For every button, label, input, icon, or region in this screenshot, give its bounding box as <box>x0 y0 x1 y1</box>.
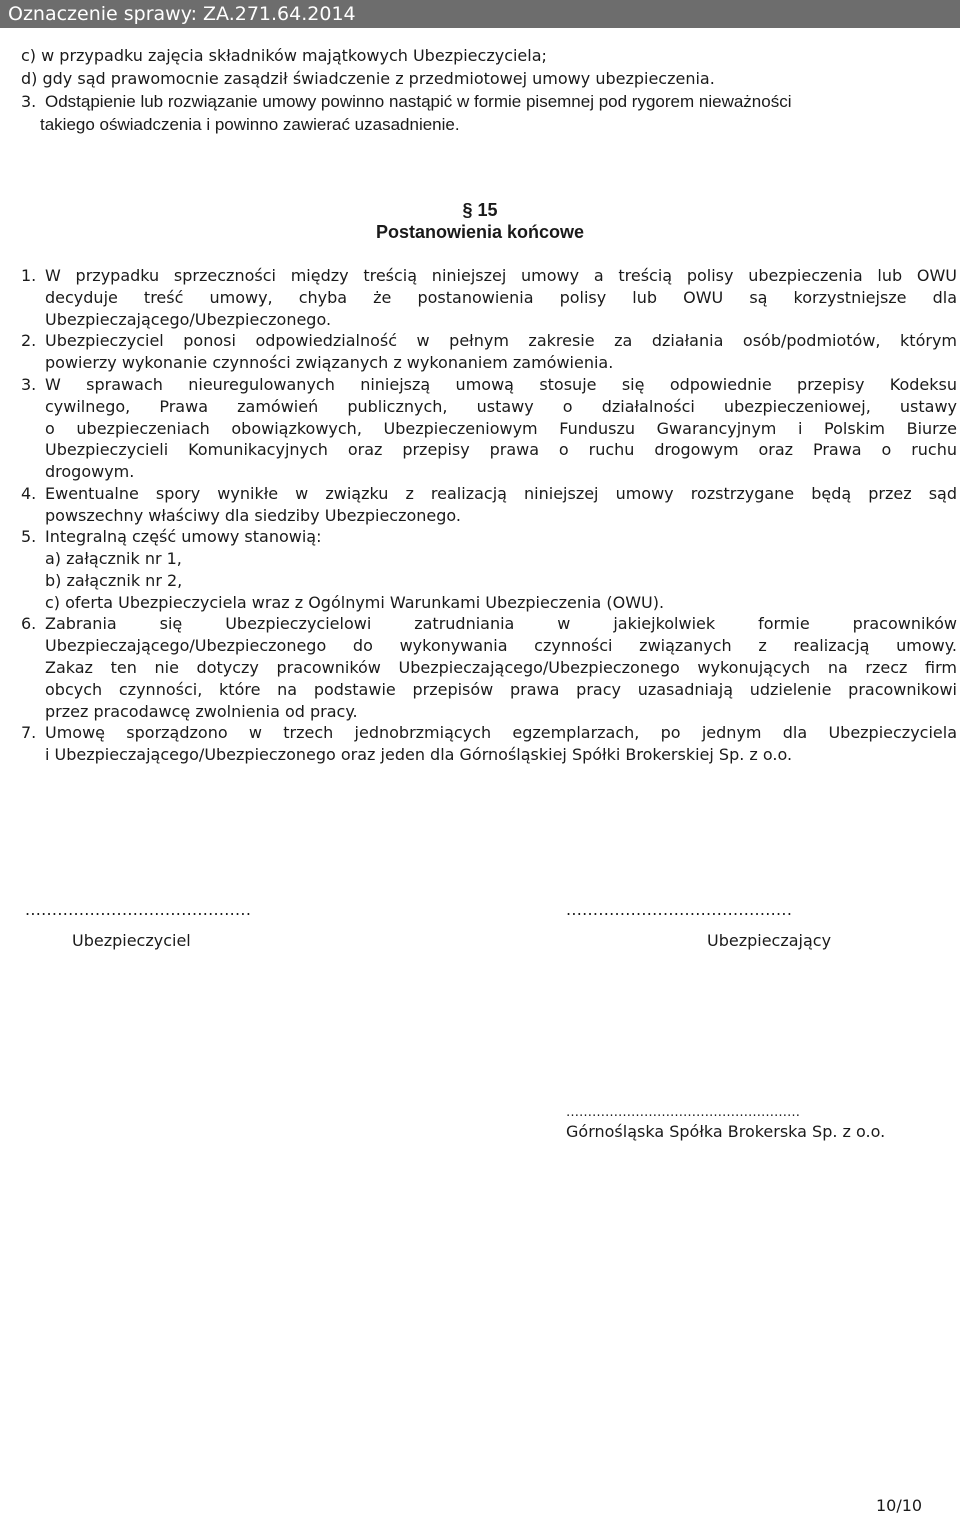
list-item-c: c) oferta Ubezpieczyciela wraz z Ogólnymi Warunkami Ubezpieczenia (OWU). <box>45 593 665 612</box>
paragraph-line: obcych czynności, które na podstawie przepisów prawa pracy uzasadniają udzielenie pracownikowi <box>45 680 957 699</box>
paragraph-line: drogowym. <box>45 462 135 481</box>
paragraph-line: powierzy wykonanie czynności związanych z wykonaniem zamówienia. <box>45 353 614 372</box>
paragraph-line: W sprawach nieuregulowanych niniejszą umową stosuje się odpowiednie przepisy Kodeksu <box>45 375 957 394</box>
paragraph-line: Zakaz ten nie dotyczy pracowników Ubezpieczającego/Ubezpieczonego wykonujących na rzecz firm <box>45 658 957 677</box>
item-number: 6. <box>21 614 37 633</box>
item-number: 3. <box>21 92 37 111</box>
list-item-a: a) załącznik nr 1, <box>45 549 182 568</box>
paragraph-line: Ubezpieczycieli Komunikacyjnych oraz przepisy prawa o ruchu drogowym oraz Prawa o ruchu <box>45 440 957 459</box>
item-number: 3. <box>21 375 37 394</box>
item-number: 7. <box>21 723 37 742</box>
signature-label-broker: Górnośląska Spółka Brokerska Sp. z o.o. <box>566 1122 886 1141</box>
paragraph-line: decyduje treść umowy, chyba że postanowienia polisy lub OWU są korzystniejsze dla <box>45 288 957 307</box>
signature-line-insurer: .......................................... <box>25 900 252 919</box>
item-number: 1. <box>21 266 37 285</box>
list-item-c: c) w przypadku zajęcia składników majątkowych Ubezpieczyciela; <box>21 46 547 65</box>
paragraph-line: przez pracodawcę zwolnienia od pracy. <box>45 702 358 721</box>
paragraph-line: takiego oświadczenia i powinno zawierać uzasadnienie. <box>40 115 460 134</box>
paragraph-line: o ubezpieczeniach obowiązkowych, Ubezpieczeniowym Funduszu Gwarancyjnym i Polskim Biurze <box>45 419 957 438</box>
paragraph-line: Ewentualne spory wynikłe w związku z realizacją niniejszej umowy rozstrzygane będą przez sąd <box>45 484 957 503</box>
paragraph-line: i Ubezpieczającego/Ubezpieczonego oraz jeden dla Górnośląskiej Spółki Brokerskiej Sp. z o.o. <box>45 745 793 764</box>
paragraph-line: Odstąpienie lub rozwiązanie umowy powinno nastąpić w formie pisemnej pod rygorem nieważności <box>45 92 792 111</box>
signature-line-broker: ……………………………………………… <box>566 1105 800 1120</box>
paragraph-line: Ubezpieczającego/Ubezpieczonego. <box>45 310 332 329</box>
paragraph-line: cywilnego, Prawa zamówień publicznych, ustawy o działalności ubezpieczeniowej, ustawy <box>45 397 957 416</box>
paragraph-line: powszechny właściwy dla siedziby Ubezpieczonego. <box>45 506 461 525</box>
paragraph-line: W przypadku sprzeczności między treścią niniejszej umowy a treścią polisy ubezpieczenia lub OWU <box>45 266 957 285</box>
paragraph-line: Zabrania się Ubezpieczycielowi zatrudniania w jakiejkolwiek formie pracowników <box>45 614 957 633</box>
paragraph-line: Integralną część umowy stanowią: <box>45 527 322 546</box>
signature-label-insurer: Ubezpieczyciel <box>72 931 191 950</box>
item-number: 2. <box>21 331 37 350</box>
item-number: 4. <box>21 484 37 503</box>
item-number: 5. <box>21 527 37 546</box>
case-number: Oznaczenie sprawy: ZA.271.64.2014 <box>8 3 356 25</box>
signature-label-insured: Ubezpieczający <box>707 931 832 950</box>
header-bar <box>0 0 960 28</box>
page-number: 10/10 <box>876 1496 923 1515</box>
signature-line-insured: .......................................... <box>566 900 793 919</box>
paragraph-line: Ubezpieczyciel ponosi odpowiedzialność w pełnym zakresie za działania osób/podmiotów, którym <box>45 331 957 350</box>
list-item-d: d) gdy sąd prawomocnie zasądził świadczenie z przedmiotowej umowy ubezpieczenia. <box>21 69 715 88</box>
paragraph-line: Umowę sporządzono w trzech jednobrzmiących egzemplarzach, po jednym dla Ubezpieczyciela <box>45 723 957 742</box>
paragraph-line: Ubezpieczającego/Ubezpieczonego do wykonywania czynności związanych z realizacją umowy. <box>45 636 957 655</box>
section-title: Postanowienia końcowe <box>375 222 585 242</box>
list-item-b: b) załącznik nr 2, <box>45 571 183 590</box>
section-number: § 15 <box>462 200 498 220</box>
